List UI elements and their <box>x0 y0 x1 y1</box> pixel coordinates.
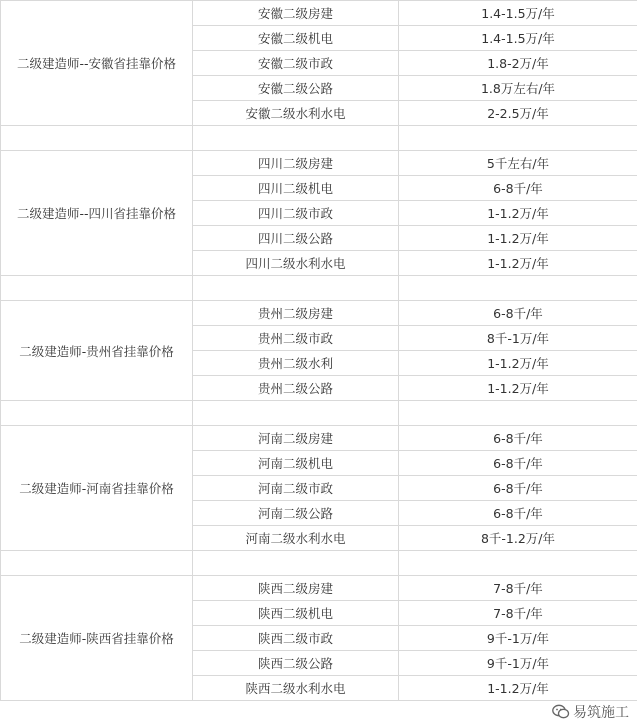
price-cell: 1-1.2万/年 <box>399 351 637 376</box>
price-cell: 8千-1万/年 <box>399 326 637 351</box>
item-name-cell: 四川二级房建 <box>193 151 399 176</box>
price-cell: 6-8千/年 <box>399 301 637 326</box>
price-cell: 9千-1万/年 <box>399 651 637 676</box>
price-cell: 6-8千/年 <box>399 451 637 476</box>
item-name-cell: 四川二级水利水电 <box>193 251 399 276</box>
price-cell: 7-8千/年 <box>399 576 637 601</box>
item-name-cell: 河南二级公路 <box>193 501 399 526</box>
empty-cell <box>193 276 399 301</box>
empty-cell <box>399 126 637 151</box>
item-name-cell: 贵州二级公路 <box>193 376 399 401</box>
table-body <box>1 1 637 701</box>
item-name-cell: 河南二级水利水电 <box>193 526 399 551</box>
wechat-icon <box>552 704 570 720</box>
price-cell: 1.4-1.5万/年 <box>399 1 637 26</box>
group-title: 二级建造师--安徽省挂靠价格 <box>1 1 193 126</box>
group-title: 二级建造师-河南省挂靠价格 <box>1 426 193 551</box>
watermark <box>550 701 633 723</box>
spacer-row <box>1 276 637 301</box>
price-cell: 1-1.2万/年 <box>399 226 637 251</box>
item-name-cell: 河南二级机电 <box>193 451 399 476</box>
spacer-row <box>1 126 637 151</box>
empty-cell <box>399 551 637 576</box>
item-name-cell: 安徽二级水利水电 <box>193 101 399 126</box>
price-cell: 2-2.5万/年 <box>399 101 637 126</box>
item-name-cell: 陕西二级市政 <box>193 626 399 651</box>
empty-cell <box>1 551 193 576</box>
item-name-cell: 安徽二级市政 <box>193 51 399 76</box>
price-cell: 1-1.2万/年 <box>399 676 637 701</box>
price-cell: 8千-1.2万/年 <box>399 526 637 551</box>
watermark-text: 易筑施工 <box>573 705 629 721</box>
price-cell: 6-8千/年 <box>399 426 637 451</box>
table-row <box>1 576 637 601</box>
group-title: 二级建造师--四川省挂靠价格 <box>1 151 193 276</box>
item-name-cell: 贵州二级水利 <box>193 351 399 376</box>
price-cell: 1.4-1.5万/年 <box>399 26 637 51</box>
spacer-row <box>1 401 637 426</box>
empty-cell <box>1 276 193 301</box>
price-cell: 1-1.2万/年 <box>399 376 637 401</box>
table-row <box>1 301 637 326</box>
empty-cell <box>399 401 637 426</box>
empty-cell <box>399 276 637 301</box>
table-row <box>1 426 637 451</box>
group-title: 二级建造师-贵州省挂靠价格 <box>1 301 193 401</box>
price-cell: 6-8千/年 <box>399 501 637 526</box>
item-name-cell: 四川二级公路 <box>193 226 399 251</box>
price-cell: 9千-1万/年 <box>399 626 637 651</box>
empty-cell <box>193 126 399 151</box>
price-cell: 7-8千/年 <box>399 601 637 626</box>
item-name-cell: 安徽二级公路 <box>193 76 399 101</box>
price-cell: 5千左右/年 <box>399 151 637 176</box>
item-name-cell: 安徽二级机电 <box>193 26 399 51</box>
price-cell: 6-8千/年 <box>399 176 637 201</box>
item-name-cell: 四川二级市政 <box>193 201 399 226</box>
item-name-cell: 河南二级市政 <box>193 476 399 501</box>
item-name-cell: 贵州二级房建 <box>193 301 399 326</box>
item-name-cell: 河南二级房建 <box>193 426 399 451</box>
item-name-cell: 陕西二级机电 <box>193 601 399 626</box>
item-name-cell: 安徽二级房建 <box>193 1 399 26</box>
item-name-cell: 四川二级机电 <box>193 176 399 201</box>
item-name-cell: 陕西二级水利水电 <box>193 676 399 701</box>
item-name-cell: 陕西二级公路 <box>193 651 399 676</box>
item-name-cell: 贵州二级市政 <box>193 326 399 351</box>
empty-cell <box>193 401 399 426</box>
group-title: 二级建造师-陕西省挂靠价格 <box>1 576 193 701</box>
table-row <box>1 1 637 26</box>
table-row <box>1 151 637 176</box>
empty-cell <box>1 126 193 151</box>
price-cell: 1.8-2万/年 <box>399 51 637 76</box>
item-name-cell: 陕西二级房建 <box>193 576 399 601</box>
price-cell: 6-8千/年 <box>399 476 637 501</box>
price-cell: 1-1.2万/年 <box>399 201 637 226</box>
empty-cell <box>1 401 193 426</box>
empty-cell <box>193 551 399 576</box>
spacer-row <box>1 551 637 576</box>
price-cell: 1.8万左右/年 <box>399 76 637 101</box>
price-cell: 1-1.2万/年 <box>399 251 637 276</box>
